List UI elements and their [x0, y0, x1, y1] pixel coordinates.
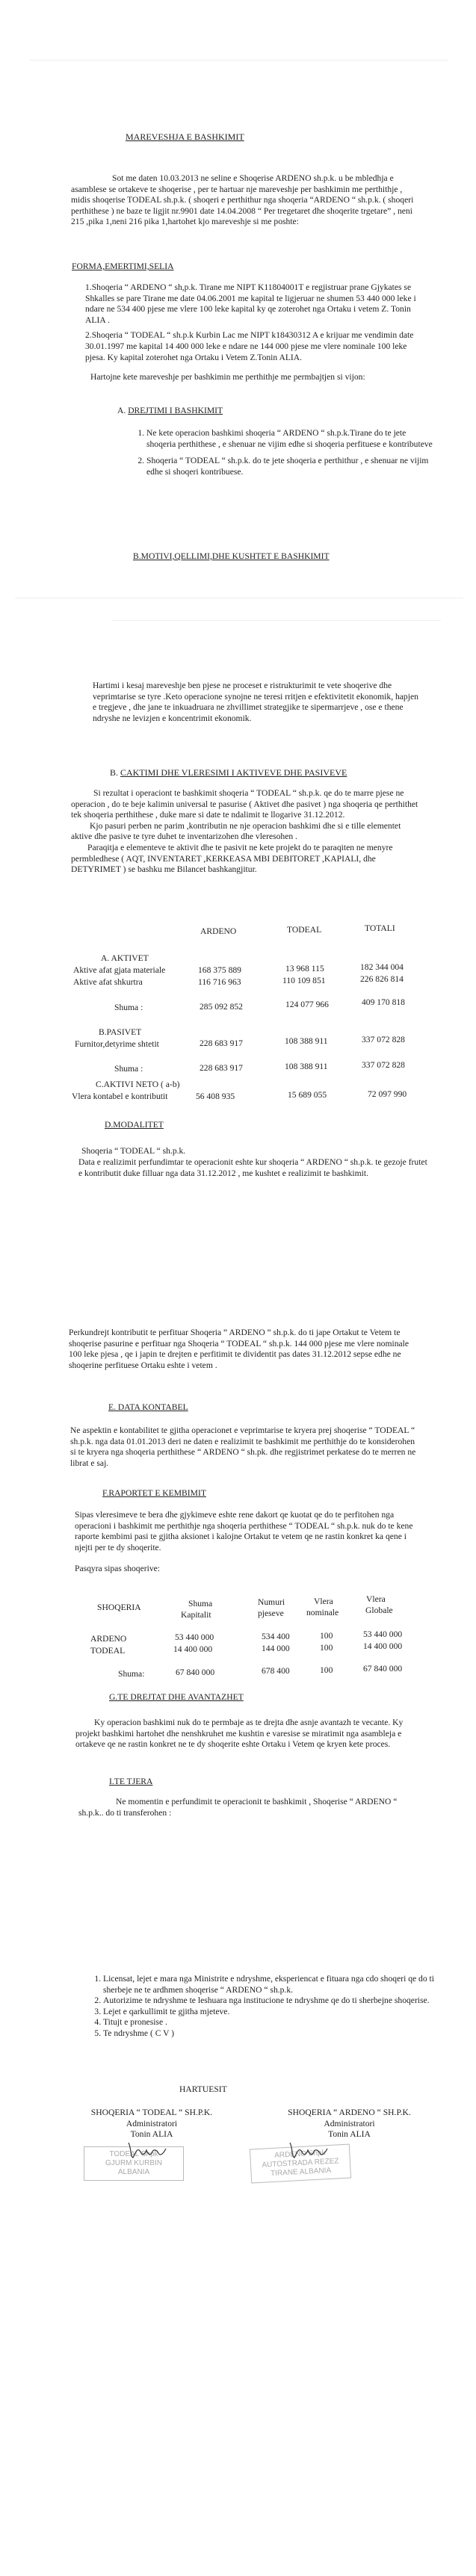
- column-header: SHOQERIA: [97, 1603, 141, 1612]
- pasivet-heading: B.PASIVET: [99, 1027, 142, 1037]
- caktimi-paragraphs: [71, 788, 422, 876]
- section-e-heading: E. DATA KONTABEL: [108, 1402, 188, 1412]
- section-b-caktimi-heading: [110, 767, 347, 778]
- cell: 56 408 935: [196, 1092, 235, 1101]
- forma-heading: FORMA,EMERTIMI,SELIA: [72, 261, 174, 271]
- cell: 14 400 000: [173, 1644, 213, 1654]
- cell: 337 072 828: [362, 1035, 405, 1044]
- column-header: Vlera: [314, 1597, 333, 1606]
- cell: 228 683 917: [200, 1063, 243, 1073]
- cell: 53 440 000: [363, 1629, 403, 1639]
- cell: 116 716 963: [198, 977, 241, 987]
- row-label: Shuma :: [114, 1064, 143, 1074]
- cell: 53 440 000: [175, 1632, 214, 1642]
- ardeno-signature-block: [269, 2108, 430, 2140]
- row-label: Vlera kontabel e kontributit: [72, 1092, 168, 1101]
- cell: 14 400 000: [363, 1641, 403, 1651]
- cell: 108 388 911: [285, 1062, 328, 1071]
- cell: 182 344 004: [360, 962, 404, 972]
- column-header: TOTALI: [365, 923, 395, 933]
- cell: 144 000: [262, 1644, 290, 1653]
- section-a-heading: [117, 406, 223, 417]
- column-header: Kapitalit: [181, 1610, 211, 1620]
- stamp-text: TODEAL Shpk: [109, 2150, 158, 2158]
- section-g-heading: G.TE DREJTAT DHE AVANTAZHET: [109, 1692, 244, 1702]
- signatory-name: Tonin ALIA: [130, 2129, 173, 2140]
- raportet-block: [75, 1510, 426, 1575]
- list-item: 2. Shoqeria “ TODEAL “ sh.p.k. do te jete shoqeria e perthithur , e shenuar ne vijim edhe si shoqeri kontribuese.: [146, 456, 434, 477]
- stamp-text: ALBANIA: [117, 2168, 150, 2176]
- forma-paragraphs: [85, 282, 421, 383]
- cell: 67 840 000: [176, 1668, 215, 1677]
- cell: 100: [320, 1631, 333, 1641]
- section-a-list: [133, 428, 434, 483]
- perkundrejt-paragraph: Perkundrejt kontributit te perfituar Shoqeria “ ARDENO “ sh.p.k. do ti jape Ortakut te Vetem te shoqerise pasurine e perfituar nga Shoqeria “ TODEAL “ sh.p.k. 144 000 pjese me vlere nominale 100 leke pjesa , qe i japin te drejten e perfitimit te dividentit pas dates 31.12.2012 sepse edhe ne shoqerine perfituese Ortaku eshte i vetem .: [69, 1328, 409, 1370]
- section-i-heading: I.TE TJERA: [109, 1777, 153, 1786]
- caktimi-paragraph-3: Paraqitja e elementeve te aktivit dhe te pasivit ne kete projekt do te paraqiten ne menyre permbledhese ( AQT, INVENTARET ,KERKEASA MBI DEBITORET ,KAPIALI, dhe DETYRIMET ) se bashku me Bilancet bashkangjitur.: [71, 842, 393, 875]
- ardeno-description: 1.Shoqeria “ ARDENO “ sh,p.k. Tirane me NIPT K11804001T e regjistruar prane Gjykates se Shkalles se pare Tirane me date 04.06.2001 me kapital te ligjeruar ne shumen 53 440 000 leke i ndare ne 534 400 pjese me vlere 100 leke kapital ky qe zoterohet nga Ortaku i vetem Z. Tonin ALIA .: [85, 282, 416, 325]
- column-header: TODEAL: [287, 925, 322, 935]
- cell: 168 375 889: [198, 965, 241, 975]
- column-header: nominale: [306, 1608, 339, 1617]
- cell: 678 400: [262, 1666, 290, 1676]
- cell: 72 097 990: [368, 1089, 407, 1099]
- cell: TODEAL: [90, 1646, 126, 1656]
- todeal-signature: [126, 2141, 170, 2161]
- cell: 285 092 852: [200, 1002, 243, 1012]
- intro-paragraph: Sot me daten 10.03.2013 ne seline e Shoqerise ARDENO sh.p.k. u be mbledhja e asamblese se ortakeve te shoqerise , per te hartuar nje mareveshje per bashkimin me perthithje , midis shoqerise TODEAL sh.p.k. ( shoqeri e perthithur nga shoqeria “ARDENO “ sh.p.k. ( shoqeri perthithese ) ne baze te ligjit nr.9901 date 14.04.2008 “ Per tregetaret dhe shoqerite trgetare” , neni 215 ,pika 1,neni 216 pika 1,hartohet kjo mareveshje si me poshte:: [71, 173, 414, 227]
- te-tjera-paragraph: Ne momentin e perfundimit te operacionit te bashkimit , Shoqerise “ ARDENO “ sh.p.k.. do ti transferohen :: [78, 1797, 398, 1818]
- hartojne-paragraph: Hartojne kete mareveshje per bashkimin me perthithje me permbajtjen si vijon:: [90, 372, 365, 383]
- stamp-text: GJURM KURBIN: [105, 2159, 163, 2167]
- caktimi-paragraph-2: Kjo pasuri perben ne parim ,kontributin ne nje operacion bashkimi dhe si e tille elementet aktive dhe pasive te tyre duhet te inventarizohen dhe vleresohen .: [71, 820, 401, 842]
- aktivet-heading: A. AKTIVET: [101, 953, 149, 963]
- cell: 100: [320, 1665, 333, 1675]
- stamp-text: TIRANE ALBANIA: [270, 2166, 332, 2179]
- list-item: 5. Te ndryshme ( C V ): [103, 2028, 439, 2040]
- cell: 124 077 966: [285, 1000, 329, 1009]
- list-item: 2. Autorizime te ndryshme te leshuara nga institucione te ndryshme qe do ti sherbejne shoqerise.: [103, 1996, 439, 2007]
- column-header: Globale: [365, 1606, 393, 1615]
- caktimi-paragraph-1: Si rezultat i operaciont te bashkimit shoqeria “ TODEAL “ sh.p.k. qe do te marre pjese ne operacion , do te beje kalimin universal te pasurise ( Aktivet dhe pasivet ) nga shoqeria qe perthithet tek shoqeria perthithese , duke mare si date te ndalimit te llogarive 31.12.2012.: [71, 788, 418, 820]
- section-d-heading: D.MODALITET: [105, 1120, 164, 1130]
- cell: 100: [320, 1643, 333, 1653]
- stamp-text: ARDENO Shpk: [273, 2149, 326, 2160]
- cell: 226 826 814: [360, 974, 404, 984]
- signatory-role: Administratori: [126, 2118, 178, 2128]
- cell: 228 683 917: [200, 1038, 243, 1048]
- column-header: pjeseve: [258, 1609, 284, 1618]
- list-item: 4. Titujt e pronesise .: [103, 2017, 439, 2028]
- document-title: MAREVESHJA E BASHKIMIT: [126, 131, 244, 142]
- column-header: Vlera: [366, 1594, 386, 1604]
- signatory-role: Administratori: [324, 2118, 375, 2128]
- motivi-paragraph: Hartimi i kesaj mareveshje ben pjese ne proceset e ristrukturimit te vete shoqerive dhe veprimtarise se tyre .Keto operacione synojne ne teresi rritjen e efektivitetit ekonomik, hapjen e tregjeve , dhe jane te inkuadruara ne zhvillimet strategjike te sipermarrjeve , ose e thene ndryshe ne levizjen e koncentrimit ekonomik.: [93, 681, 418, 723]
- column-header: Numuri: [258, 1597, 285, 1607]
- section-b-motivi-heading: B.MOTIVI,QELLIMI,DHE KUSHTET E BASHKIMIT: [133, 551, 330, 561]
- signatory-company: SHOQERIA “ ARDENO “ SH.P.K.: [288, 2108, 411, 2117]
- list-item: 1. Licensat, lejet e mara nga Ministrite e ndryshme, eksperiencat e fituara nga cdo shoqeri qe do ti sherbeje ne te ardhmen shoqerise “ ARDENO “ sh.p.k.: [103, 1974, 439, 1996]
- cell: 337 072 828: [362, 1060, 405, 1070]
- cell: 534 400: [262, 1632, 290, 1641]
- cell: 409 170 818: [362, 997, 405, 1007]
- todeal-signature-block: [73, 2108, 230, 2140]
- cell: 15 689 055: [288, 1090, 327, 1100]
- row-label: Shuma:: [118, 1669, 145, 1679]
- modalitet-paragraph: Data e realizimit perfundimtar te operacionit eshte kur shoqeria “ ARDENO “ sh.p.k. te gezoje frutet e kontributit duke filluar nga data 31.12.2012 , me kushtet e realizimit te bashkimit.: [78, 1157, 427, 1178]
- pasqyra-label: Pasqyra sipas shoqerive:: [75, 1564, 160, 1574]
- hartuesit-heading: HARTUESIT: [179, 2084, 227, 2094]
- te-drejtat-paragraph: Ky operacion bashkimi nuk do te permbaje as te drejta dhe asnje avantazh te vecante. Ky projekt bashkimi hartohet dhe nenshkruhet me kushtin e varesise se miratimit nga asambleja e ortakeve qe ne rastin konkret ne te dy shoqerite eshte Ortaku i Vetem qe kryen kete proces.: [75, 1718, 404, 1750]
- column-header: ARDENO: [200, 926, 237, 936]
- ardeno-signature: [287, 2141, 332, 2161]
- raportet-paragraph: Sipas vleresimeve te bera dhe gjykimeve eshte rene dakort qe kuotat qe do te perfitohen nga operacioni i bashkimit me perthithje nga shoqeria perthithese “ TODEAL “ sh.p.k. nuk do te kene raporte kembimi pasi te gjitha aksionet i kalojne Ortakut te vetem qe ne rastin konkret ka qene i njejti per te dy shoqerite.: [75, 1510, 413, 1552]
- aktivi-neto-heading: C.AKTIVI NETO ( a-b): [96, 1080, 180, 1089]
- cell: 67 840 000: [363, 1664, 403, 1674]
- cell: ARDENO: [90, 1634, 127, 1644]
- stamp-text: AUTOSTRADA REZEZ: [262, 2157, 339, 2170]
- row-label: Furnitor,detyrime shtetit: [75, 1039, 159, 1049]
- row-label: Aktive afat shkurtra: [73, 977, 143, 987]
- cell: 110 109 851: [282, 976, 326, 985]
- cell: 13 968 115: [285, 964, 324, 973]
- section-a-prefix: A.: [117, 406, 126, 415]
- transfer-list: [90, 1974, 439, 2040]
- cell: 108 388 911: [285, 1036, 328, 1046]
- section-b-prefix: B.: [110, 767, 119, 778]
- column-header: Shuma: [188, 1599, 213, 1609]
- row-label: Aktive afat gjata materiale: [73, 965, 166, 975]
- signatory-name: Tonin ALIA: [328, 2129, 371, 2140]
- todeal-description: 2.Shoqeria “ TODEAL “ sh.p.k Kurbin Lac me NIPT k18430312 A e krijuar me vendimin date 30.01.1997 me kapital 14 400 000 leke e ndare ne 144 000 pjese me vlere nominale 100 leke pjesa. Ky kapital zoterohet nga Ortaku i Vetem Z.Tonin ALIA.: [85, 330, 414, 362]
- modalitet-line: Shoqeria “ TODEAL “ sh.p.k.: [81, 1146, 186, 1156]
- list-item: 3. Lejet e qarkullimit te gjitha mjeteve.: [103, 2007, 439, 2018]
- list-item: 1. Ne kete operacion bashkimi shoqeria “ ARDENO “ sh.p.k.Tirane do te jete shoqeria perthithese , e shenuar ne vijim edhe si shoqeria perfituese e kontributeve: [146, 428, 434, 450]
- data-kontabel-paragraph: Ne aspektin e kontabilitet te gjitha operacionet e veprimtarise te kryera prej shoqerise “ TODEAL “ sh.p.k. nga data 01.01.2013 deri ne daten e realizimit te bashkimit me perthithje do te konsiderohen si te kryera nga shoqeria perthithese “ ARDENO “ sh.pk. dhe regjistrimet perkatese do te merren ne librat e saj.: [70, 1425, 416, 1468]
- row-label: Shuma :: [114, 1003, 143, 1012]
- section-f-heading: F.RAPORTET E KEMBIMIT: [102, 1488, 206, 1498]
- section-b-title: CAKTIMI DHE VLERESIMI I AKTIVEVE DHE PASIVEVE: [120, 767, 347, 778]
- section-a-title: DREJTIMI I BASHKIMIT: [128, 406, 223, 415]
- signatory-company: SHOQERIA “ TODEAL “ SH.P.K.: [90, 2108, 213, 2117]
